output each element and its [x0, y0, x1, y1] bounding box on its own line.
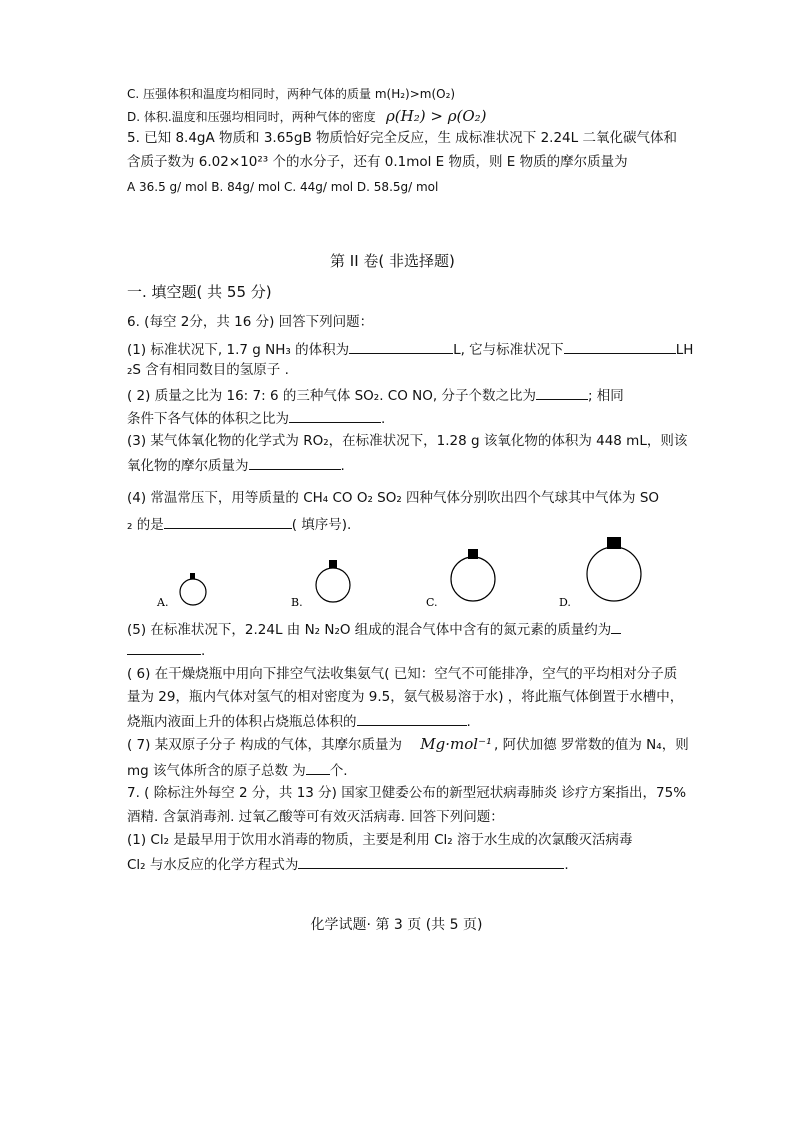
- density-formula: ρ(H₂) > ρ(O₂): [385, 107, 487, 125]
- q6-1-blank-2[interactable]: [564, 340, 676, 354]
- q6-4-text-b: ₂ 的是: [127, 517, 164, 533]
- q5-line-2: 含质子数为 6.02×10²³ 个的水分子，还有 0.1mol E 物质，则 E 物质的摩尔质量为: [127, 154, 628, 170]
- q6-6-line: ( 6) 在干燥烧瓶中用向下排空气法收集氨气( 已知：空气不可能排净，空气的平均相对分子质: [127, 666, 678, 682]
- q6-5-blank[interactable]: [127, 641, 201, 655]
- q6-3-text-b: 氧化物的摩尔质量为: [127, 458, 249, 474]
- balloon-c: [426, 549, 495, 609]
- balloon-label-a: A.: [157, 596, 169, 609]
- balloon-a: [156, 573, 206, 609]
- q7-1-line-2: [127, 855, 569, 874]
- period: .: [381, 411, 386, 427]
- q6-1-text-b: L, 它与标准状况下: [453, 342, 564, 358]
- q7-1-line: (1) Cl₂ 是最早用于饮用水消毒的物质，主要是利用 Cl₂ 溶于水生成的次氯酸灭活病毒: [127, 832, 633, 848]
- page-footer: 化学试题· 第 3 页 (共 5 页): [310, 917, 483, 933]
- q6-2-text-a: ( 2) 质量之比为 16: 7: 6 的三种气体 SO₂. CO NO, 分子个数之比为: [127, 388, 536, 404]
- q6-6-line-3: [127, 712, 471, 731]
- period: .: [201, 643, 206, 659]
- q6-head: 6. (每空 2分，共 16 分) 回答下列问题：: [127, 314, 374, 330]
- section-title: 第 II 卷( 非选择题): [330, 252, 455, 270]
- q6-2-blank-2[interactable]: [289, 409, 381, 423]
- q7-line-2: 酒精. 含氯消毒剂. 过氧乙酸等可有效灭活病毒. 回答下列问题：: [127, 809, 504, 825]
- q6-7-line-2: [127, 761, 348, 780]
- q6-3-line-2: [127, 456, 345, 475]
- period: .: [340, 458, 345, 474]
- option-d-text: D. 体积.温度和压强均相同时，两种气体的密度: [127, 110, 376, 124]
- q6-5-line: [127, 620, 621, 639]
- q6-6-text-c: 烧瓶内液面上升的体积占烧瓶总体积的: [127, 714, 357, 730]
- q5-options: A 36.5 g/ mol B. 84g/ mol C. 44g/ mol D. 58.5g/ mol: [127, 180, 439, 194]
- q6-3-line: (3) 某气体氧化物的化学式为 RO₂，在标准状况下，1.28 g 该氧化物的体积为 448 mL，则该: [127, 433, 688, 449]
- q6-7-text-c: mg 该气体所含的原子总数 为: [127, 763, 306, 779]
- q6-4-text-c: ( 填序号).: [291, 517, 352, 533]
- balloon-label-d: D.: [559, 596, 571, 609]
- q6-1-line: [127, 340, 693, 359]
- q6-5-text-a: (5) 在标准状况下，2.24L 由 N₂ N₂O 组成的混合气体中含有的氮元素的质量约为: [127, 622, 612, 638]
- q6-7-text-d: 个.: [329, 763, 348, 779]
- q6-6-line-2: 量为 29，瓶内气体对氢气的相对密度为 9.5，氨气极易溶于水) ，将此瓶气体倒置于水槽中，: [127, 689, 684, 705]
- q6-4-blank[interactable]: [164, 515, 292, 529]
- q6-3-blank[interactable]: [249, 456, 341, 470]
- q6-7-line: [127, 736, 689, 754]
- q6-5-line-2: [127, 641, 205, 660]
- q6-2-line: [127, 386, 624, 405]
- balloon-b: [291, 560, 350, 609]
- q6-1-text-a: (1) 标准状况下, 1.7 g NH₃ 的体积为: [127, 342, 350, 358]
- q6-1-text-c: LH: [675, 342, 694, 358]
- q6-6-blank[interactable]: [357, 712, 467, 726]
- q6-7-text-b: , 阿伏加德 罗常数的值为 N₄，则: [494, 737, 689, 753]
- q6-2-line-2: [127, 409, 385, 428]
- molar-mass-formula: Mg·mol⁻¹: [420, 735, 493, 753]
- part-title: 一. 填空题( 共 55 分): [127, 283, 272, 301]
- q7-1-blank[interactable]: [298, 855, 564, 869]
- q7-head: 7. ( 除标注外每空 2 分，共 13 分) 国家卫健委公布的新型冠状病毒肺炎 诊疗方案指出，75%: [127, 785, 687, 801]
- balloon-label-b: B.: [291, 596, 303, 609]
- balloon-label-c: C.: [426, 596, 438, 609]
- q6-1-line-2: ₂S 含有相同数目的氢原子 .: [127, 362, 289, 378]
- q7-1-text-b: Cl₂ 与水反应的化学方程式为: [127, 857, 299, 873]
- q6-7-text-a: ( 7) 某双原子分子 构成的气体，其摩尔质量为: [127, 737, 402, 753]
- q6-4-line-2: [127, 515, 351, 534]
- q6-1-blank-1[interactable]: [349, 340, 453, 354]
- q6-5-blank-start[interactable]: [611, 620, 621, 634]
- balloons-figure: [127, 533, 649, 613]
- option-d-line: [127, 108, 487, 126]
- period: .: [466, 714, 471, 730]
- q5-line-1: 5. 已知 8.4gA 物质和 3.65gB 物质恰好完全反应，生 成标准状况下 2.24L 二氧化碳气体和: [127, 130, 677, 146]
- q6-7-blank[interactable]: [306, 761, 330, 775]
- period: .: [564, 857, 569, 873]
- balloon-d: [559, 537, 641, 609]
- option-c-line: C. 压强体积和温度均相同时，两种气体的质量 m(H₂)>m(O₂): [127, 87, 456, 101]
- q6-2-text-b: ; 相同: [587, 388, 624, 404]
- q6-2-blank-1[interactable]: [536, 386, 588, 400]
- q6-2-text-c: 条件下各气体的体积之比为: [127, 411, 289, 427]
- q6-4-line: (4) 常温常压下，用等质量的 CH₄ CO O₂ SO₂ 四种气体分别吹出四个气球其中气体为 SO: [127, 490, 660, 506]
